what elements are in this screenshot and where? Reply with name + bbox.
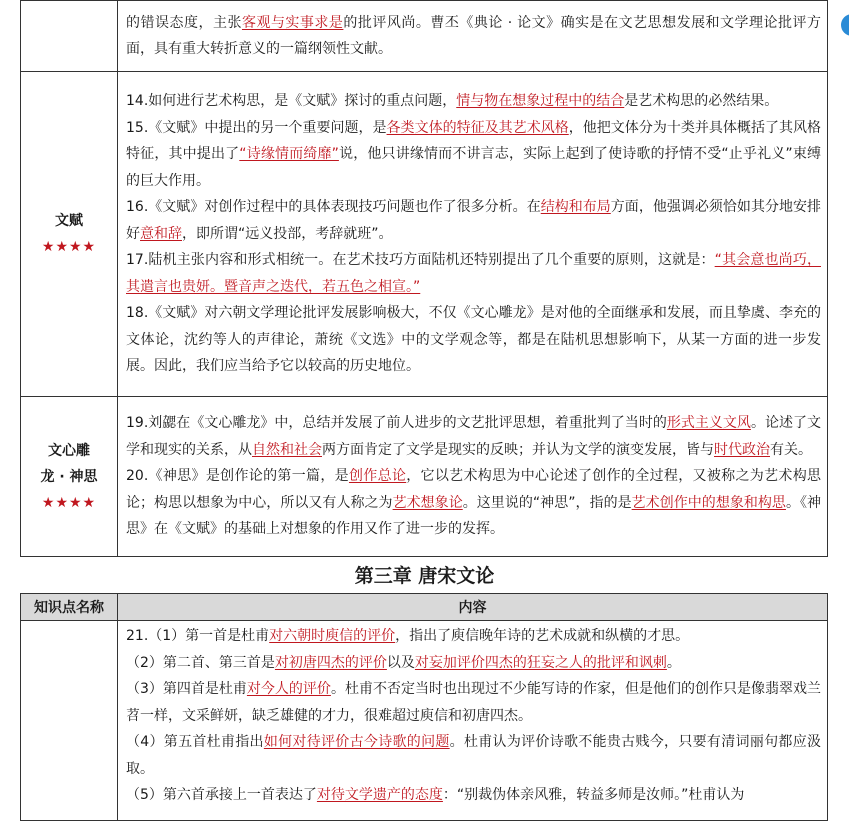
key-term-highlight: 结构和布局 bbox=[540, 199, 611, 216]
paragraph-text: 。这里说的“神思”，指的是 bbox=[462, 494, 632, 511]
paragraph-text: 的错误态度，主张 bbox=[126, 14, 242, 31]
content-paragraph bbox=[126, 410, 821, 463]
floating-badge-icon[interactable] bbox=[841, 14, 849, 36]
key-term-highlight: 如何对待评价古今诗歌的问题 bbox=[263, 734, 450, 750]
key-term-highlight: 对妄加评价四杰的狂妄之人的批评和讽刺 bbox=[414, 654, 667, 671]
key-term-highlight: 形式主义文风 bbox=[666, 415, 751, 432]
knowledge-point-name bbox=[21, 1, 118, 72]
key-term-highlight: 对今人的评价 bbox=[246, 681, 331, 697]
header-knowledge-point-name: 知识点名称 bbox=[21, 594, 118, 621]
paragraph-text: 。论述了文学和现实的关系，从 bbox=[126, 415, 821, 458]
paragraph-text: （4）第五首杜甫指出 bbox=[126, 734, 264, 750]
knowledge-point-content bbox=[118, 1, 828, 72]
table-row bbox=[21, 397, 828, 557]
paragraph-text: 说，他只讲缘情而不讲言志，实际上起到了使诗歌的抒情不受“止乎礼义”束缚的巨大作用。 bbox=[126, 146, 821, 189]
knowledge-point-name bbox=[21, 397, 118, 557]
paragraph-text: 18.《文赋》对六朝文学理论批评发展影响极大，不仅《文心雕龙》是对他的全面继承和发展，而且挚虞、李充的文体论，沈约等人的声律论，萧统《文选》中的文学观念等，都是在陆机思想影响下，从某一方面的进一步发展。因此，我们应当给予它以较高的历史地位。 bbox=[126, 305, 821, 375]
knowledge-table-ch3 bbox=[20, 593, 828, 821]
content-paragraph bbox=[126, 88, 821, 115]
key-term-highlight: 各类文体的特征及其艺术风格 bbox=[386, 119, 569, 136]
table-row bbox=[21, 621, 828, 821]
knowledge-point-content bbox=[118, 397, 828, 557]
rating-stars: ★★★★ bbox=[41, 239, 97, 255]
content-paragraph bbox=[126, 729, 821, 782]
paragraph-text: 16.《文赋》对创作过程中的具体表现技巧问题也作了很多分析。在 bbox=[126, 199, 541, 216]
key-term-highlight: 对六朝时庾信的评价 bbox=[269, 628, 396, 644]
topic-title-wenfu: 文赋 bbox=[55, 213, 83, 229]
paragraph-text: 是艺术构思的必然结果。 bbox=[624, 93, 779, 110]
paragraph-text: 。 bbox=[666, 654, 681, 671]
paragraph-text: ，它以艺术构思为中心论述了创作的全过程，又被称之为艺术构思论；构思以想象为中心，所以又有人称之为 bbox=[126, 468, 822, 511]
content-paragraph bbox=[126, 623, 821, 650]
content-paragraph bbox=[126, 115, 821, 195]
paragraph-text: 。《神思》在《文赋》的基础上对想象的作用又作了进一步的发挥。 bbox=[126, 494, 822, 538]
key-term-highlight: 自然和社会 bbox=[252, 441, 322, 458]
paragraph-text: 19.刘勰在《文心雕龙》中，总结并发展了前人进步的文艺批评思想，着重批判了当时的 bbox=[126, 415, 667, 432]
paragraph-text: 20.《神思》是创作论的第一篇，是 bbox=[126, 468, 349, 485]
topic-title-line1: 文心雕 bbox=[48, 442, 90, 459]
paragraph-text: 两方面肯定了文学是现实的反映；并认为文学的演变发展，皆与 bbox=[322, 441, 714, 458]
header-content: 内容 bbox=[118, 594, 828, 621]
table-row bbox=[21, 1, 828, 72]
content-paragraph bbox=[126, 463, 821, 543]
paragraph-text: （5）第六首承接上一首表达了 bbox=[126, 787, 317, 803]
content-paragraph bbox=[126, 10, 821, 63]
content-paragraph bbox=[126, 782, 821, 809]
content-paragraph bbox=[126, 650, 821, 677]
key-term-highlight: 情与物在想象过程中的结合 bbox=[456, 93, 625, 110]
key-term-highlight: “诗缘情而绮靡” bbox=[239, 146, 339, 163]
paragraph-text: ，即所谓“远义投部，考辞就班”。 bbox=[182, 225, 393, 242]
paragraph-text: 有关。 bbox=[770, 441, 812, 458]
paragraph-text: 15.《文赋》中提出的另一个重要问题，是 bbox=[126, 119, 387, 136]
topic-title-line2: 龙 · 神思 bbox=[40, 468, 98, 485]
table-header-row bbox=[21, 594, 828, 621]
key-term-highlight: 创作总论 bbox=[348, 468, 407, 485]
paragraph-text: （3）第四首是杜甫 bbox=[126, 681, 247, 697]
paragraph-text: 14.如何进行艺术构思，是《文赋》探讨的重点问题， bbox=[126, 93, 457, 110]
content-paragraph bbox=[126, 300, 821, 380]
paragraph-text: 的批评风尚。曹丕《典论 · 论文》确实是在文艺思想发展和文学理论批评方面，具有重大转折意义的一篇纲领性文献。 bbox=[126, 14, 822, 57]
paragraph-text: 以及 bbox=[386, 654, 415, 671]
rating-stars: ★★★★ bbox=[41, 494, 97, 511]
paragraph-text: 。杜甫认为评价诗歌不能贵古贱今，只要有清词丽句都应汲取。 bbox=[126, 734, 821, 777]
key-term-highlight: 时代政治 bbox=[714, 441, 770, 458]
paragraph-text: 方面，他强调必须恰如其分地安排好 bbox=[126, 199, 822, 242]
key-term-highlight: 客观与实事求是 bbox=[241, 14, 344, 31]
key-term-highlight: 意和辞 bbox=[140, 225, 182, 242]
knowledge-point-content bbox=[118, 621, 828, 821]
paragraph-text: ，他把文体分为十类并具体概括了其风格特征，其中提出了 bbox=[126, 119, 822, 163]
key-term-highlight: 对初唐四杰的评价 bbox=[274, 654, 387, 671]
knowledge-table-ch2 bbox=[20, 0, 828, 557]
paragraph-text: ，指出了庾信晚年诗的艺术成就和纵横的才思。 bbox=[395, 628, 690, 644]
knowledge-point-content bbox=[118, 72, 828, 397]
paragraph-text: 17.陆机主张内容和形式相统一。在艺术技巧方面陆机还特别提出了几个重要的原则，这就是： bbox=[126, 252, 715, 269]
knowledge-point-name bbox=[21, 72, 118, 397]
content-paragraph bbox=[126, 247, 821, 300]
paragraph-text: （2）第二首、第三首是 bbox=[126, 654, 275, 671]
paragraph-text: ：“别裁伪体亲风雅，转益多师是汝师。”杜甫认为 bbox=[442, 787, 745, 803]
key-term-highlight: 对待文学遗产的态度 bbox=[316, 787, 443, 803]
chapter-title: 第三章 唐宋文论 bbox=[354, 565, 495, 587]
key-term-highlight: 艺术想象论 bbox=[392, 494, 463, 511]
key-term-highlight: “其会意也尚巧，其遣言也贵妍。暨音声之迭代，若五色之相宣。” bbox=[126, 252, 821, 295]
content-paragraph bbox=[126, 676, 821, 729]
content-paragraph bbox=[126, 194, 821, 247]
paragraph-text: 21.（1）第一首是杜甫 bbox=[126, 628, 270, 644]
paragraph-text: 。杜甫不否定当时也出现过不少能写诗的作家，但是他们的创作只是像翡翠戏兰苕一样，文采鲜妍，缺乏雄健的才力，很难超过庾信和初唐四杰。 bbox=[126, 681, 821, 724]
key-term-highlight: 艺术创作中的想象和构思 bbox=[631, 494, 786, 511]
knowledge-point-name bbox=[21, 621, 118, 821]
table-row bbox=[21, 72, 828, 397]
